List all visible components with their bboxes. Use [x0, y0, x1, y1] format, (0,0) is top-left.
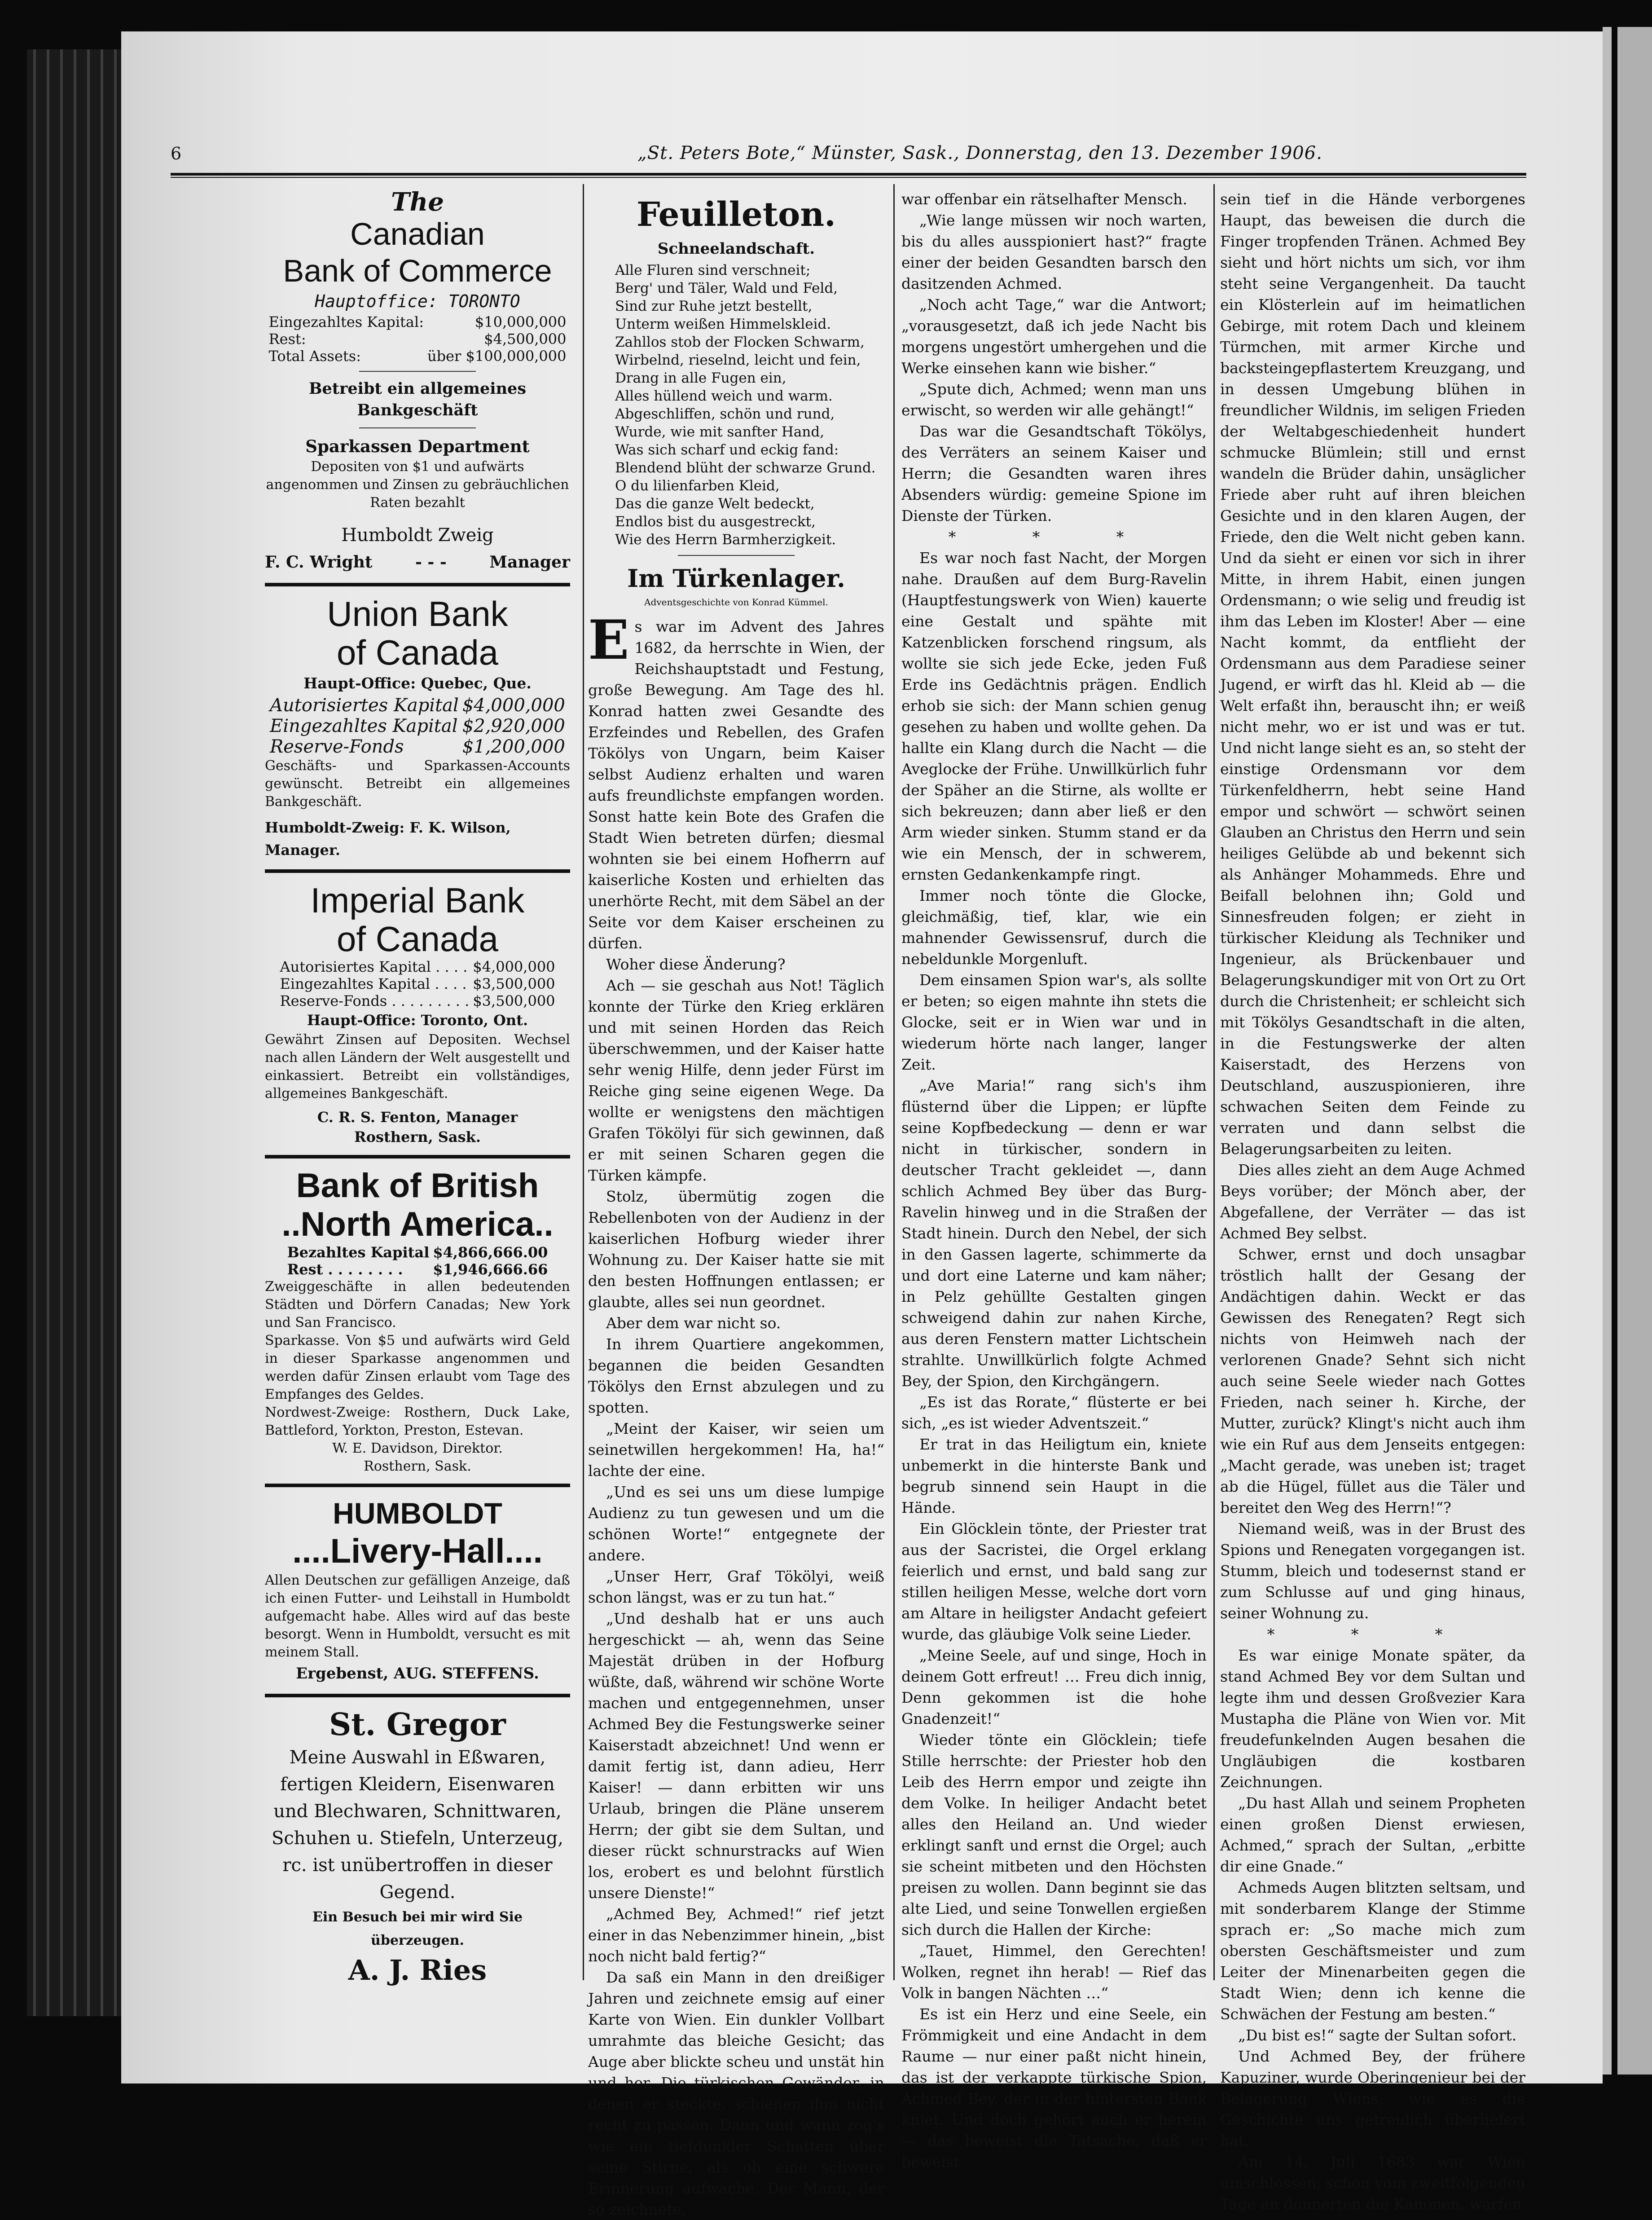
ad-the: The: [391, 187, 444, 217]
label: Autorisiertes Kapital: [270, 695, 459, 716]
paragraph: „Spute dich, Achmed; wenn man uns erwischt, so werden wir alle gehängt!“: [901, 380, 1207, 419]
story-title: Im Türkenlager.: [627, 564, 845, 593]
paragraph: s war im Advent des Jahres 1682, da herrschte in Wien, der Reichshauptstadt und Festung, große Bewegung. Am Tage des hl. Konrad hatten zwei Gesandte des Erzfeindes und Rebellen, des Grafen Tökölys von Ungarn, beim Kaiser selbst Audienz erhalten und waren aufs freundlichste empfangen worden. Sonst hatte kein Bote des Grafen die Stadt Wien betreten dürfen; diesmal wohnten sie bei einem Hofherrn auf kaiserliche Kosten und erhielten das unerhörte Recht, mit dem Säbel an der Seite vor dem Kaiser erscheinen zu dürfen.: [588, 618, 884, 952]
branch: Humboldt Zweig: [341, 525, 494, 546]
bank-name-2: of Canada: [337, 633, 498, 672]
manager-line: [265, 550, 570, 575]
paragraph: Wieder tönte ein Glöcklein; tiefe Stille herrschte: der Priester hob den Leib des Herrn empor und zeigte ihn dem Volke. In heiliger Andacht betet alles den Heiland an. Und wieder erklingt sanft und ernst die Orgel; auch sie scheint mitbeten und den Höchsten preisen zu wollen. Dann beginnt sie das alte Lied, und seine Tonwellen ergießen sich durch die Hallen der Kirche:: [901, 1731, 1207, 1938]
bank-name: Imperial Bank: [310, 881, 525, 920]
poem-line: Endlos bist du ausgestreckt,: [615, 514, 816, 530]
paragraph: Woher diese Änderung?: [606, 956, 786, 973]
value: $4,000,000: [462, 695, 565, 716]
livery-name: HUMBOLDT: [333, 1497, 502, 1530]
ad-text: Gewährt Zinsen auf Depositen. Wechsel nach allen Ländern der Welt ausgestellt und einkassiert. Betreibt ein vollständiges, allgemeines Bankgeschäft.: [265, 1032, 570, 1101]
dept-title: Sparkassen Department: [305, 436, 530, 456]
value: $4,866,666.00: [433, 1244, 548, 1261]
story-text: [901, 189, 1207, 2172]
story-subtitle: Adventsgeschichte von Konrad Kümmel.: [644, 597, 828, 608]
page-number: 6: [171, 144, 182, 163]
paragraph: „Meine Seele, auf und singe, Hoch in deinem Gott erfreut! … Freu dich innig, Denn gekommen ist die hohe Gnadenzeit!“: [901, 1647, 1207, 1727]
figures-table: [286, 1244, 550, 1278]
divider: [678, 555, 795, 556]
paragraph: Da saß ein Mann in den dreißiger Jahren und zeichnete emsig auf einer Karte von Wien. Ein dunkler Vollbart umrahmte das bleiche Gesicht; das Auge aber blickte scheu und unstät hin und her. Die türkischen Gewänder, in denen er steckte, schienen ihm nicht recht zu passen. Dann und wann zog's wie ein tiefdunkler Schatten über seine Stirne, als ob eine schwere Erinnerung aufwache. Der Mann, der so zeichnete,: [588, 1969, 884, 2218]
label: Eingezahltes Kapital:: [268, 313, 424, 330]
place: Rosthern, Sask.: [364, 1458, 471, 1474]
poem-line: Alle Fluren sind verschneit;: [615, 262, 811, 278]
label: Eingezahltes Kapital: [270, 716, 458, 736]
book-page-edges: [27, 49, 130, 2016]
poem-line: Wurde, wie mit sanfter Hand,: [615, 424, 825, 440]
paragraph: „Ave Maria!“ rang sich's ihm flüsternd über die Lippen; er lüpfte seine Kopfbedeckung — denn er war nicht in türkischer, sondern in deutscher Tracht gekleidet —, dann schlich Achmed Bey über das Burg-Ravelin hinweg und in die Straßen der Stadt hinein. Durch den Nebel, der sich in den Gassen lagerte, schimmerte da und dort eine Laterne und kam näher; in Pelz gehüllte Gestalten gingen schweigend dahin zur nahen Kirche, aus deren Fenstern matter Lichtschein strahlte. Unwillkürlich folgte Achmed Bey, der Spion, den Kirchgängern.: [901, 1077, 1207, 1390]
poem-line: Sind zur Ruhe jetzt bestellt,: [615, 298, 813, 314]
value: $1,946,666.66: [433, 1261, 548, 1278]
ad-divider: [265, 869, 570, 873]
value: über $100,000,000: [427, 348, 567, 365]
paragraph: war offenbar ein rätselhafter Mensch.: [901, 190, 1187, 208]
manager: C. R. S. Fenton, Manager: [317, 1109, 518, 1126]
paragraph: * * *: [1267, 1625, 1479, 1643]
story-column-4: [1220, 189, 1525, 2215]
ad-text: Meine Auswahl in Eßwaren, fertigen Kleidern, Eisenwaren und Blechwaren, Schnittwaren, Schuhen u. Stiefeln, Unterzeug, rc. ist unübertroffen in dieser Gegend.: [272, 1747, 563, 1903]
business-line: Betreibt ein allgemeines Bankgeschäft: [308, 379, 527, 419]
manager-title: Manager: [489, 553, 570, 572]
bank-name: Union Bank: [327, 594, 508, 634]
paragraph: „Du hast Allah und seinem Propheten einen großen Dienst erwiesen, Achmed,“ sprach der Sultan, „erbitte dir eine Gnade.“: [1220, 1794, 1525, 1875]
livery-name-2: ....Livery-Hall....: [292, 1532, 543, 1570]
paragraph: Dies alles zieht an dem Auge Achmed Beys vorüber; der Mönch aber, der Abgefallene, der Verräter — das ist Achmed Bey selbst.: [1220, 1161, 1525, 1242]
label: Eingezahltes Kapital . . . .: [280, 975, 467, 992]
branch: Humboldt-Zweig: F. K. Wilson, Manager.: [265, 819, 511, 859]
paragraph: In ihrem Quartiere angekommen, begannen die beiden Gesandten Tökölys den Ernst abzulegen und zu spotten.: [588, 1335, 884, 1416]
bank-name-2: Bank of Commerce: [283, 253, 552, 288]
bank-name: Bank of British: [296, 1167, 539, 1205]
paragraph: „Und es sei uns um diese lumpige Audienz zu tun gewesen und um die schönen Worte!“ entgegnete der andere.: [588, 1483, 884, 1564]
story-column-3: [901, 189, 1207, 2172]
drop-cap: E: [588, 608, 629, 672]
hq: Haupt-Office: Quebec, Que.: [303, 674, 532, 692]
paragraph: Ein Glöcklein tönte, der Priester trat aus der Sacristei, die Orgel erklang feierlich und ernst, und bald sang zur stillen heiligen Messe, welche dort vorn am Altare in heiligster Andacht gefeiert wurde, das gläubige Volk seine Lieder.: [901, 1520, 1207, 1643]
ad-divider: [265, 583, 570, 586]
bank-name-2: of Canada: [337, 919, 498, 959]
manager-name: F. C. Wright: [265, 553, 373, 572]
ad-imperial-bank: [265, 881, 570, 1147]
ad-text: Geschäfts- und Sparkassen-Accounts gewünscht. Betreibt ein allgemeines Bankgeschäft.: [265, 758, 570, 810]
value: $3,500,000: [473, 975, 555, 992]
page-header: „St. Peters Bote,“ Münster, Sask., Donnerstag, den 13. Dezember 1906.: [637, 143, 1322, 163]
ad-canadian-bank: [265, 189, 570, 575]
hq: Hauptoffice: TORONTO: [315, 291, 520, 311]
value: $1,200,000: [462, 736, 565, 757]
ad-text: Allen Deutschen zur gefälligen Anzeige, daß ich einen Futter- und Leihstall in Humboldt aufgemacht habe. Alles wird auf das beste besorgt. Wenn in Humboldt, versucht es mit meinem Stall.: [265, 1572, 570, 1660]
ad-text: Sparkasse. Von $5 und aufwärts wird Geld in dieser Sparkasse angenommen und werden dafür Zinsen erlaubt vom Tage des Empfanges des Geldes.: [265, 1333, 570, 1402]
ad-union-bank: [265, 595, 570, 861]
divider: [359, 371, 476, 372]
ad-divider: [265, 1694, 570, 1697]
label: Bezahltes Kapital: [287, 1244, 430, 1261]
owner: A. J. Ries: [348, 1954, 487, 1987]
place: Rosthern, Sask.: [354, 1128, 481, 1145]
poem-line: Blendend blüht der schwarze Grund.: [615, 460, 876, 476]
poem-line: Alles hüllend weich und warm.: [615, 388, 833, 404]
poem-line: Abgeschliffen, schön und rund,: [615, 406, 835, 422]
column-divider: [1213, 184, 1215, 1980]
paragraph: „Und deshalb hat er uns auch hergeschickt — ah, wenn das Seine Majestät drüben in der Hofburg wüßte, daß, während wir schöne Worte machen und entgegennehmen, unser Achmed Bey die Festungswerke seiner Kaiserstadt abzeichnet! Und wenn er damit fertig ist, dann adieu, Herr Kaiser! — dann erbitten wir uns Urlaub, bringen die Pläne unserem Herrn; der gibt sie dem Sultan, und dieser rückt schnurstracks auf Wien los, erobert es und belohnt fürstlich unsere Dienste!“: [588, 1610, 884, 1902]
paragraph: Ach — sie geschah aus Not! Täglich konnte der Türke den Krieg erklären und mit seinen Horden das Reich überschwemmen, und der Kaiser hatte sehr wenig Hilfe, denn jeder Fürst im Reiche ging seine eigenen Wege. Da wollte er wenigstens den mächtigen Grafen Tökölyi für sich gewinnen, daß er mit seinen Scharen gegen die Türken kämpfe.: [588, 977, 884, 1184]
manager-dash: - - -: [415, 553, 447, 572]
paragraph: Aber dem war nicht so.: [606, 1314, 781, 1332]
figures-table: [267, 313, 568, 365]
paragraph: „Es ist das Rorate,“ flüsterte er bei sich, „es ist wieder Adventszeit.“: [901, 1393, 1207, 1432]
paragraph: Er trat in das Heiligtum ein, kniete unbemerkt in die hinterste Bank und begrub sinnend sein Haupt in die Hände.: [901, 1436, 1207, 1516]
label: Autorisiertes Kapital . . . .: [280, 958, 468, 975]
ad-divider: [265, 1484, 570, 1487]
paragraph: Es war noch fast Nacht, der Morgen nahe. Draußen auf dem Burg-Ravelin (Hauptfestungswerk von Wien) kauerte eine Gestalt und spähte mit Katzenblicken forschend ringsum, als wollte sie sich jede Ecke, jeden Fuß Erde ins Gedächtnis prägen. Endlich erhob sie sich: der Mann schien genug gesehen zu haben und wollte gehen. Da hallte ein Klang durch die Nacht — die Aveglocke der Frühe. Unwillkürlich fuhr der Späher an die Stirne, als wollte er sich bekreuzen; dann aber ließ er den Arm wieder sinken. Stumm stand er da wie ein Mensch, der in schwerem, ernsten Gedankenkampfe ringt.: [901, 549, 1207, 883]
header-rule-thin: [171, 177, 1526, 178]
feuilleton-column: [588, 189, 884, 2220]
signature: Ergebenst, AUG. STEFFENS.: [296, 1665, 539, 1683]
ad-divider: [265, 1155, 570, 1158]
ad-text: Zweiggeschäfte in allen bedeutenden Städten und Dörfern Canadas; New York und San Francisco.: [265, 1279, 570, 1330]
ad-text: Nordwest-Zweige: Rosthern, Duck Lake, Battleford, Yorkton, Preston, Estevan.: [265, 1405, 570, 1438]
poem-line: Drang in alle Fugen ein,: [615, 370, 786, 386]
bank-name: Canadian: [350, 216, 485, 251]
value: $4,500,000: [484, 330, 567, 348]
hq: Haupt-Office: Toronto, Ont.: [307, 1012, 528, 1029]
paragraph: „Tauet, Himmel, den Gerechten! Wolken, regnet ihn herab! — Rief das Volk in bangen Nächten …“: [901, 1942, 1207, 2002]
figures-table: [268, 695, 567, 757]
paragraph: Am 14. Juli 1683 war Wien umschlossen; schon vom zweitfolgenden Tage an donnerten die Kanonen, warfen: [1220, 2153, 1525, 2213]
column-divider: [583, 184, 584, 1980]
label: Reserve-Fonds: [270, 736, 404, 757]
paragraph: „Achmed Bey, Achmed!“ rief jetzt einer in das Nebenzimmer hinein, „bist noch nicht bald fertig?“: [588, 1905, 884, 1965]
label: Rest:: [268, 330, 306, 348]
label: Rest . . . . . . . .: [287, 1261, 403, 1278]
poem-line: Zahllos stob der Flocken Schwarm,: [615, 334, 865, 350]
feuilleton-title: Feuilleton.: [637, 195, 836, 234]
paragraph: sein tief in die Hände verborgenes Haupt, das beweisen die durch die Finger tropfenden Tränen. Achmed Bey sieht und hört nichts um sich, vor ihm steht seine Vergangenheit. Da taucht ein Klösterlein auf im heimatlichen Gebirge, mit rotem Dach und kleinem Türmchen, mit armer Kirche und backsteingepflastertem Kreuzgang, und in dessen Umgebung blühen in freundlicher Wildnis, im seligen Frieden der Weltabgeschiedenheit hundert schmucke Blümlein; still und ernst wandeln die Brüder dahin, unsäglicher Friede aber ruht auf ihren bleichen Gesichte und in den klaren Augen, der Friede, den die Welt nicht geben kann. Und da sieht er einen vor sich in ihrer Mitte, in ihrem Habit, einen jungen Ordensmann; o wie selig und freudig ist ihm das Leben im Kloster! Aber — eine Nacht kommt, da entflieht der Ordensmann aus dem Paradiese seiner Jugend, er wirft das hl. Kleid ab — die Welt erfaßt ihn, berauscht ihn; er weiß nicht mehr, wo er ist und was er tut. Und nicht lange sieht es an, so steht der einstige Ordensmann vor dem Türkenfeldherrn, hebt seine Hand empor und schwört — schwört seinen Glauben an Christus den Herrn und sein heiliges Gelübde ab und bekennt sich als Anhänger Mohammeds. Ehre und Beifall belohnen ihn; Gold und Sinnesfreuden folgen; er zieht in türkischer Kleidung als Techniker und Ingenieur, als Brückenbauer und Belagerungskundiger mit von Ort zu Ort durch die Christenheit; er schleicht sich mit Tökölys Gesandtschaft in die alten, in die Festungswerke der alten Kaiserstadt, des Herzens von Deutschland, auszuspionieren, ihre schwachen Seiten dem Feinde zu verraten und dann selbst die Belagerungsarbeiten zu leiten.: [1220, 190, 1525, 1158]
poem-line: Das die ganze Welt bedeckt,: [615, 496, 815, 512]
paragraph: „Noch acht Tage,“ war die Antwort; „vorausgesetzt, daß ich jede Nacht bis morgens ungestört umhergehen und die Werke einsehen kann wie bisher.“: [901, 296, 1207, 377]
paragraph: „Du bist es!“ sagte der Sultan sofort.: [1238, 2026, 1517, 2044]
paragraph: Niemand weiß, was in der Brust des Spions und Renegaten vorgegangen ist. Stumm, bleich und todesernst stand er zum Schlusse auf und ging hinaus, seiner Wohnung zu.: [1220, 1520, 1525, 1622]
paragraph: Immer noch tönte die Glocke, gleichmäßig, tief, klar, wie ein mahnender Gewissensruf, durch die nebeldunkle Morgenluft.: [901, 887, 1207, 968]
poem-line: Wie des Herrn Barmherzigkeit.: [615, 532, 836, 548]
gregor-name: St. Gregor: [329, 1707, 506, 1743]
poem: [588, 261, 884, 549]
paragraph: Achmeds Augen blitzten seltsam, und mit sonderbarem Klange der Stimme sprach er: „So mache mich zum obersten Geschäftsmeister und zum Leiter der Minenarbeiten gegen die Stadt Wien; denn ich kenne die Schwächen der Festung am besten.“: [1220, 1879, 1525, 2023]
paragraph: Dem einsamen Spion war's, als sollte er beten; so eigen mahnte ihn stets die Glocke, seit er in Wien war und in wiederum hörte nach langer, langer Zeit.: [901, 971, 1207, 1073]
story-text: [1220, 189, 1525, 2215]
value: $10,000,000: [475, 313, 567, 330]
paragraph: Es ist ein Herz und eine Seele, ein Frömmigkeit und eine Andacht in dem Raume — nur einer paßt nicht hinein, das ist der verkappte türkische Spion, Achmed Bey, der in der hintersten Bank kniet. Und doch gehört auch er herein — das beweist die Tatsache, daß er beweist: [901, 2005, 1207, 2171]
paragraph: Schwer, ernst und doch unsagbar tröstlich hallt der Gesang der Andächtigen dahin. Weckt er das Gewissen des Renegaten? Regt sich nichts von Heimweh nach der verlorenen Gnade? Sehnt sich nicht auch seine Seele wieder nach Gottes Frieden, nach seiner h. Kirche, der Mutter, zurück? Klingt's nicht auch ihm wie ein Ruf aus dem Jenseits entgegen: „Macht gerade, was uneben ist; traget ab die Hügel, füllet aus die Täler und bereitet den Weg des Herrn!“?: [1220, 1246, 1525, 1516]
ad-british-bank: [265, 1167, 570, 1476]
poem-line: Unterm weißen Himmelskleid.: [615, 316, 831, 332]
value: $2,920,000: [462, 716, 565, 736]
label: Reserve-Fonds . . . . . . . . .: [280, 992, 470, 1009]
label: Total Assets:: [268, 348, 361, 365]
poem-line: Berg' und Täler, Wald und Feld,: [615, 280, 838, 296]
story-text: [588, 608, 884, 2220]
paragraph: * * *: [948, 528, 1160, 546]
divider: [359, 427, 476, 428]
paragraph: „Unser Herr, Graf Tökölyi, weiß schon längst, was er zu tun hat.“: [588, 1568, 884, 1606]
paragraph: „Meint der Kaiser, wir seien um seinetwillen hergekommen! Ha, ha!“ lachte der eine.: [588, 1420, 884, 1480]
column-divider: [893, 184, 895, 1980]
poem-line: O du lilienfarben Kleid,: [615, 478, 780, 494]
value: $3,500,000: [473, 992, 555, 1009]
dept-text: Depositen von $1 und aufwärts angenommen und Zinsen zu gebräuchlichen Raten bezahlt: [266, 459, 569, 511]
facing-page-edge: [1603, 27, 1652, 2075]
ad-st-gregor: [265, 1705, 570, 1988]
paragraph: Und Achmed Bey, der frühere Kapuziner, wurde Oberingenieur bei der Belagerung Wiens, wie es die Geschichte uns getreulich überliefert hat.: [1220, 2048, 1525, 2150]
ads-column: [265, 189, 570, 1988]
figures-table: [278, 958, 557, 1009]
poem-line: Wirbelnd, rieselnd, leicht und fein,: [615, 352, 861, 368]
ad-livery-hall: [265, 1495, 570, 1686]
header-rule: [171, 173, 1526, 176]
paragraph: Das war die Gesandtschaft Tökölys, des Verräters an seinem Kaiser und Herrn; die Gesandten waren ihres Absenders würdig: gemeine Spione im Dienste der Türken.: [901, 423, 1207, 524]
director: W. E. Davidson, Direktor.: [332, 1440, 503, 1456]
paragraph: Stolz, übermütig zogen die Rebellenboten von der Audienz in der kaiserlichen Hofburg wieder ihrer Wohnung zu. Der Kaiser hatte sie mit den besten Hoffnungen entlassen; er glaubte, alles sei nun geordnet.: [588, 1188, 884, 1311]
visit-line: Ein Besuch bei mir wird Sie überzeugen.: [312, 1909, 523, 1948]
poem-title: Schneelandschaft.: [657, 240, 815, 258]
poem-line: Was sich scharf und eckig fand:: [615, 442, 839, 458]
paragraph: „Wie lange müssen wir noch warten, bis du alles ausspioniert hast?“ fragte einer der beiden Gesandten barsch den dasitzenden Achmed.: [901, 211, 1207, 292]
value: $4,000,000: [473, 958, 555, 975]
paragraph: Es war einige Monate später, da stand Achmed Bey vor dem Sultan und legte ihm und dessen Großvezier Kara Mustapha die Pläne von Wien vor. Mit freudefunkelnden Augen besahen die Ungläubigen die kostbaren Zeichnungen.: [1220, 1647, 1525, 1791]
bank-name-2: ..North America..: [281, 1205, 554, 1243]
